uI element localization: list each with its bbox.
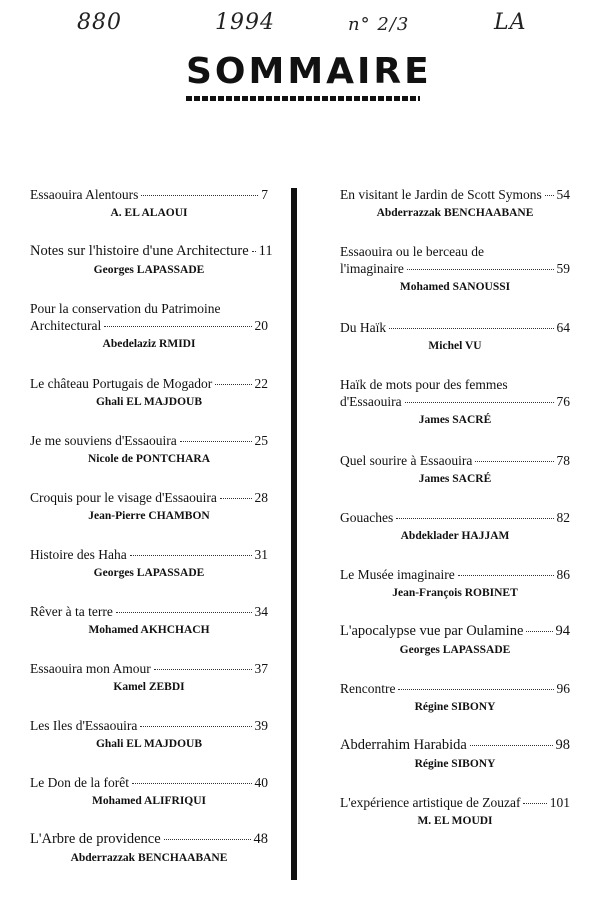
entry-title: Notes sur l'histoire d'une Architecture <box>30 243 249 259</box>
dot-leader <box>215 384 251 385</box>
entry-author: Georges LAPASSADE <box>93 264 205 276</box>
page-number: 59 <box>556 261 570 276</box>
entry-title: Le Musée imaginaire <box>340 567 455 582</box>
dot-leader <box>405 402 554 403</box>
toc-entry <box>340 509 570 544</box>
entry-author: Michel VU <box>428 340 482 352</box>
entry-title-line <box>30 243 273 260</box>
entry-title: Quel sourire à Essaouira <box>340 453 473 468</box>
toc-entry <box>340 680 570 715</box>
dot-leader <box>220 498 252 499</box>
entry-title-line <box>30 186 268 203</box>
toc-entry <box>340 186 570 221</box>
entry-title-line <box>340 680 570 697</box>
handwritten-year: 1994 <box>215 10 275 35</box>
entry-title-line <box>30 660 268 677</box>
entry-title: L'expérience artistique de Zouzaf <box>340 795 521 810</box>
entry-author: Georges LAPASSADE <box>399 644 511 656</box>
entry-title-line <box>340 509 570 526</box>
entry-title-line <box>340 319 570 336</box>
entry-title: Rêver à ta terre <box>30 604 113 619</box>
entry-title-line <box>30 432 268 449</box>
toc-entry <box>30 432 268 467</box>
entry-title: Architectural <box>30 318 102 333</box>
entry-author: Régine SIBONY <box>414 701 496 713</box>
dot-leader <box>470 745 553 746</box>
toc-entry <box>30 831 268 866</box>
dot-leader <box>154 669 252 670</box>
entry-author: Mohamed ALIFRIQUI <box>91 795 207 807</box>
handwritten-initials: LA <box>494 10 527 35</box>
entry-author: Abedelaziz RMIDI <box>102 338 196 350</box>
entry-title-line <box>340 186 570 203</box>
dot-leader <box>407 269 554 270</box>
toc-entry <box>30 489 268 524</box>
toc-entry <box>340 566 570 601</box>
entry-author: A. EL ALAOUI <box>110 207 188 219</box>
toc-entry <box>340 243 570 295</box>
dot-leader <box>116 612 252 613</box>
dot-leader <box>398 689 553 690</box>
entry-title-line <box>30 300 268 317</box>
toc-entry <box>340 376 570 428</box>
entry-author: Ghali EL MAJDOUB <box>95 396 203 408</box>
dot-leader <box>132 783 252 784</box>
page-number: 39 <box>254 718 268 733</box>
page-number: 78 <box>556 453 570 468</box>
page-number: 82 <box>556 510 570 525</box>
entry-title: Du Haïk <box>340 320 387 335</box>
entry-title-line <box>340 737 570 754</box>
entry-title: Le Don de la forêt <box>30 775 129 790</box>
entry-title: Histoire des Haha <box>30 547 127 562</box>
entry-title-line <box>340 452 570 469</box>
page-number: 31 <box>254 547 268 562</box>
entry-title-line <box>30 774 268 791</box>
entry-author: Kamel ZEBDI <box>113 681 185 693</box>
entry-title-line <box>340 566 570 583</box>
dot-leader <box>252 251 256 252</box>
title-block <box>186 51 432 101</box>
entry-title: Je me souviens d'Essaouira <box>30 433 177 448</box>
page-number: 22 <box>254 376 268 391</box>
page-number: 40 <box>254 775 268 790</box>
entry-title-line <box>340 376 570 393</box>
dot-leader <box>130 555 252 556</box>
entry-title: Essaouira Alentours <box>30 187 139 202</box>
entry-author: Mohamed SANOUSSI <box>399 281 511 293</box>
dot-leader <box>141 195 258 196</box>
entry-title: Le château Portugais de Mogador <box>30 376 213 391</box>
entry-author: Nicole de PONTCHARA <box>87 453 210 465</box>
entry-author: Jean-Pierre CHAMBON <box>88 510 210 522</box>
entry-title: L'Arbre de providence <box>30 831 161 847</box>
page-number: 64 <box>556 320 570 335</box>
page-number: 76 <box>556 394 570 409</box>
page-number: 34 <box>254 604 268 619</box>
handwritten-issue: n° 2/3 <box>348 14 410 35</box>
page-number: 86 <box>556 567 570 582</box>
toc-entry <box>340 452 570 487</box>
entry-title-line <box>30 831 268 848</box>
entry-author: Ghali EL MAJDOUB <box>95 738 203 750</box>
entry-author: James SACRÉ <box>418 473 492 485</box>
entry-title-line <box>30 717 268 734</box>
entry-title: Croquis pour le visage d'Essaouira <box>30 490 217 505</box>
handwritten-note: 880 <box>77 10 122 35</box>
page-number: 101 <box>549 795 570 810</box>
dot-leader <box>104 326 251 327</box>
toc-entry <box>30 375 268 410</box>
toc-entry <box>340 623 570 658</box>
dot-leader <box>180 441 252 442</box>
page-number: 25 <box>254 433 268 448</box>
title-dashed-rule <box>186 96 420 101</box>
entry-author: Abderrazzak BENCHAABANE <box>376 207 534 219</box>
entry-title: L'apocalypse vue par Oulamine <box>340 623 524 639</box>
dot-leader <box>475 461 553 462</box>
entry-author: Régine SIBONY <box>414 758 496 770</box>
toc-entry <box>30 774 268 809</box>
entry-title: d'Essaouira <box>340 394 402 409</box>
page-number: 11 <box>258 243 273 259</box>
entry-title: Gouaches <box>340 510 394 525</box>
entry-title-line <box>30 603 268 620</box>
toc-entry <box>340 319 570 354</box>
entry-title: Les Iles d'Essaouira <box>30 718 138 733</box>
entry-author: Abderrazzak BENCHAABANE <box>70 852 228 864</box>
page-title: SOMMAIRE <box>186 51 432 92</box>
entry-title: Abderrahim Harabida <box>340 737 467 753</box>
entry-author: Abdeklader HAJJAM <box>400 530 510 542</box>
toc-entry <box>30 300 268 352</box>
page-number: 37 <box>254 661 268 676</box>
entry-title: Haïk de mots pour des femmes <box>340 377 508 392</box>
page-number: 7 <box>261 187 268 202</box>
entry-title: En visitant le Jardin de Scott Symons <box>340 187 542 202</box>
entry-title: Rencontre <box>340 681 396 696</box>
entry-title-line <box>340 243 570 260</box>
entry-author: Jean-François ROBINET <box>392 587 518 599</box>
dot-leader <box>396 518 553 519</box>
page-number: 54 <box>556 187 570 202</box>
entry-title: Essaouira mon Amour <box>30 661 151 676</box>
entry-title-line <box>340 260 570 277</box>
entry-title: l'imaginaire <box>340 261 404 276</box>
page-number: 98 <box>555 737 570 753</box>
toc-entry <box>30 660 268 695</box>
dot-leader <box>545 195 554 196</box>
dot-leader <box>526 631 552 632</box>
entry-author: James SACRÉ <box>418 414 492 426</box>
page-number: 20 <box>254 318 268 333</box>
entry-author: Mohamed AKHCHACH <box>88 624 210 636</box>
entry-title-line <box>30 317 268 334</box>
entry-title-line <box>30 489 268 506</box>
toc-entry <box>30 186 268 221</box>
entry-title-line <box>340 393 570 410</box>
toc-entry <box>30 717 268 752</box>
entry-title-line <box>340 794 570 811</box>
dot-leader <box>140 726 251 727</box>
toc-entry <box>30 546 268 581</box>
entry-title-line <box>30 375 268 392</box>
entry-title: Pour la conservation du Patrimoine <box>30 301 221 316</box>
entry-title-line <box>30 546 268 563</box>
page-number: 94 <box>555 623 570 639</box>
toc-entry <box>30 243 273 278</box>
entry-author: M. EL MOUDI <box>417 815 493 827</box>
entry-title-line <box>340 623 570 640</box>
dot-leader <box>458 575 554 576</box>
page-number: 96 <box>556 681 570 696</box>
toc-entry <box>340 794 570 829</box>
page-number: 28 <box>254 490 268 505</box>
column-divider <box>291 188 297 880</box>
entry-title: Essaouira ou le berceau de <box>340 244 484 259</box>
entry-author: Georges LAPASSADE <box>93 567 205 579</box>
toc-entry <box>30 603 268 638</box>
page-number: 48 <box>253 831 268 847</box>
toc-entry <box>340 737 570 772</box>
dot-leader <box>523 803 546 804</box>
dot-leader <box>389 328 553 329</box>
dot-leader <box>164 839 251 840</box>
